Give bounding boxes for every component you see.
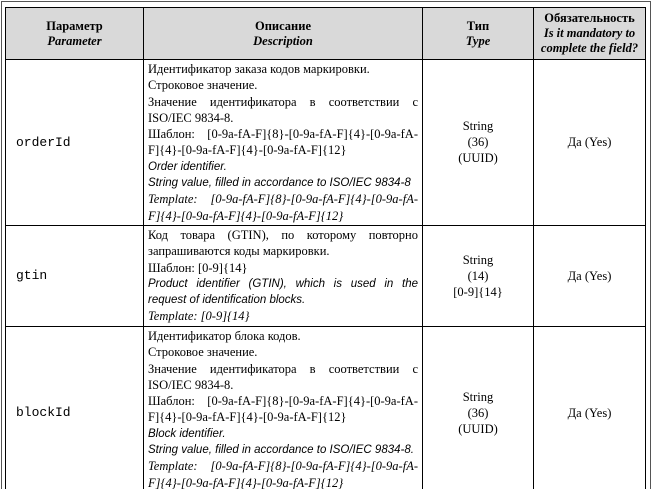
type-line: (UUID) [458, 151, 498, 166]
parameter-name: blockId [6, 326, 144, 489]
type-line: String [462, 252, 494, 267]
description-line: Значение идентификатора в соответствии с ISO/IEC 9834-8. [148, 361, 418, 392]
header-type [423, 8, 534, 60]
parameter-type [423, 225, 534, 326]
type-line: [0-9]{14} [453, 284, 503, 299]
type-line: (36) [467, 135, 489, 150]
document-frame [1, 1, 651, 489]
header-parameter-ru: Параметр [46, 18, 103, 33]
parameter-name: orderId [6, 60, 144, 226]
table-row [6, 326, 646, 489]
description-line: Строковое значение. [148, 78, 258, 93]
parameter-type [423, 60, 534, 226]
header-mandatory-ru: Обязательность [544, 11, 635, 25]
header-parameter [6, 8, 144, 60]
header-type-ru: Тип [466, 18, 490, 33]
parameter-name: gtin [6, 225, 144, 326]
parameter-mandatory: Да (Yes) [534, 326, 646, 489]
description-line: Product identifier (GTIN), which is used in the request of identification blocks. [148, 277, 418, 307]
description-line: Шаблон: [0-9a-fA-F]{8}-[0-9a-fA-F]{4}-[0-9a-fA-F]{4}-[0-9a-fA-F]{4}-[0-9a-fA-F]{12} [148, 394, 418, 425]
table-row [6, 225, 646, 326]
header-type-en: Type [465, 33, 491, 48]
table-header-row [6, 8, 646, 60]
description-line: Template: [0-9a-fA-F]{8}-[0-9a-fA-F]{4}-[0-9a-fA-F]{4}-[0-9a-fA-F]{4}-[0-9a-fA-F]{12} [148, 192, 418, 223]
header-mandatory-en: Is it mandatory to complete the field? [540, 26, 639, 55]
header-description [144, 8, 423, 60]
parameter-mandatory: Да (Yes) [534, 225, 646, 326]
parameter-description [144, 326, 423, 489]
header-description-ru: Описание [254, 18, 312, 33]
description-line: Строковое значение. [148, 345, 258, 360]
description-line: Order identifier. [148, 160, 227, 173]
parameter-description [144, 225, 423, 326]
description-line: Block identifier. [148, 427, 226, 440]
type-line: (14) [467, 268, 489, 283]
description-line: String value, filled in accordance to ISO/IEC 9834-8. [148, 444, 414, 457]
parameter-type [423, 326, 534, 489]
description-line: Идентификатор заказа кодов маркировки. [148, 62, 370, 76]
parameters-table [5, 7, 646, 489]
parameter-mandatory: Да (Yes) [534, 60, 646, 226]
description-line: Код товара (GTIN), по которому повторно запрашиваются коды маркировки. [148, 227, 418, 259]
table-row [6, 60, 646, 226]
description-line: Template: [0-9a-fA-F]{8}-[0-9a-fA-F]{4}-[0-9a-fA-F]{4}-[0-9a-fA-F]{4}-[0-9a-fA-F]{12} [148, 459, 418, 489]
header-mandatory [534, 8, 646, 60]
parameter-description [144, 60, 423, 226]
description-line: String value, filled in accordance to ISO/IEC 9834-8 [148, 177, 411, 190]
type-line: String [462, 119, 494, 134]
header-description-en: Description [253, 33, 313, 48]
type-line: (36) [467, 405, 489, 420]
description-line: Значение идентификатора в соответствии с ISO/IEC 9834-8. [148, 94, 418, 125]
description-line: Шаблон: [0-9a-fA-F]{8}-[0-9a-fA-F]{4}-[0-9a-fA-F]{4}-[0-9a-fA-F]{4}-[0-9a-fA-F]{12} [148, 127, 418, 158]
description-line: Идентификатор блока кодов. [148, 328, 301, 343]
type-line: String [462, 389, 494, 404]
header-parameter-en: Parameter [47, 33, 102, 48]
description-line: Template: [0-9]{14} [148, 309, 250, 324]
type-line: (UUID) [458, 421, 498, 436]
description-line: Шаблон: [0-9]{14} [148, 260, 248, 275]
